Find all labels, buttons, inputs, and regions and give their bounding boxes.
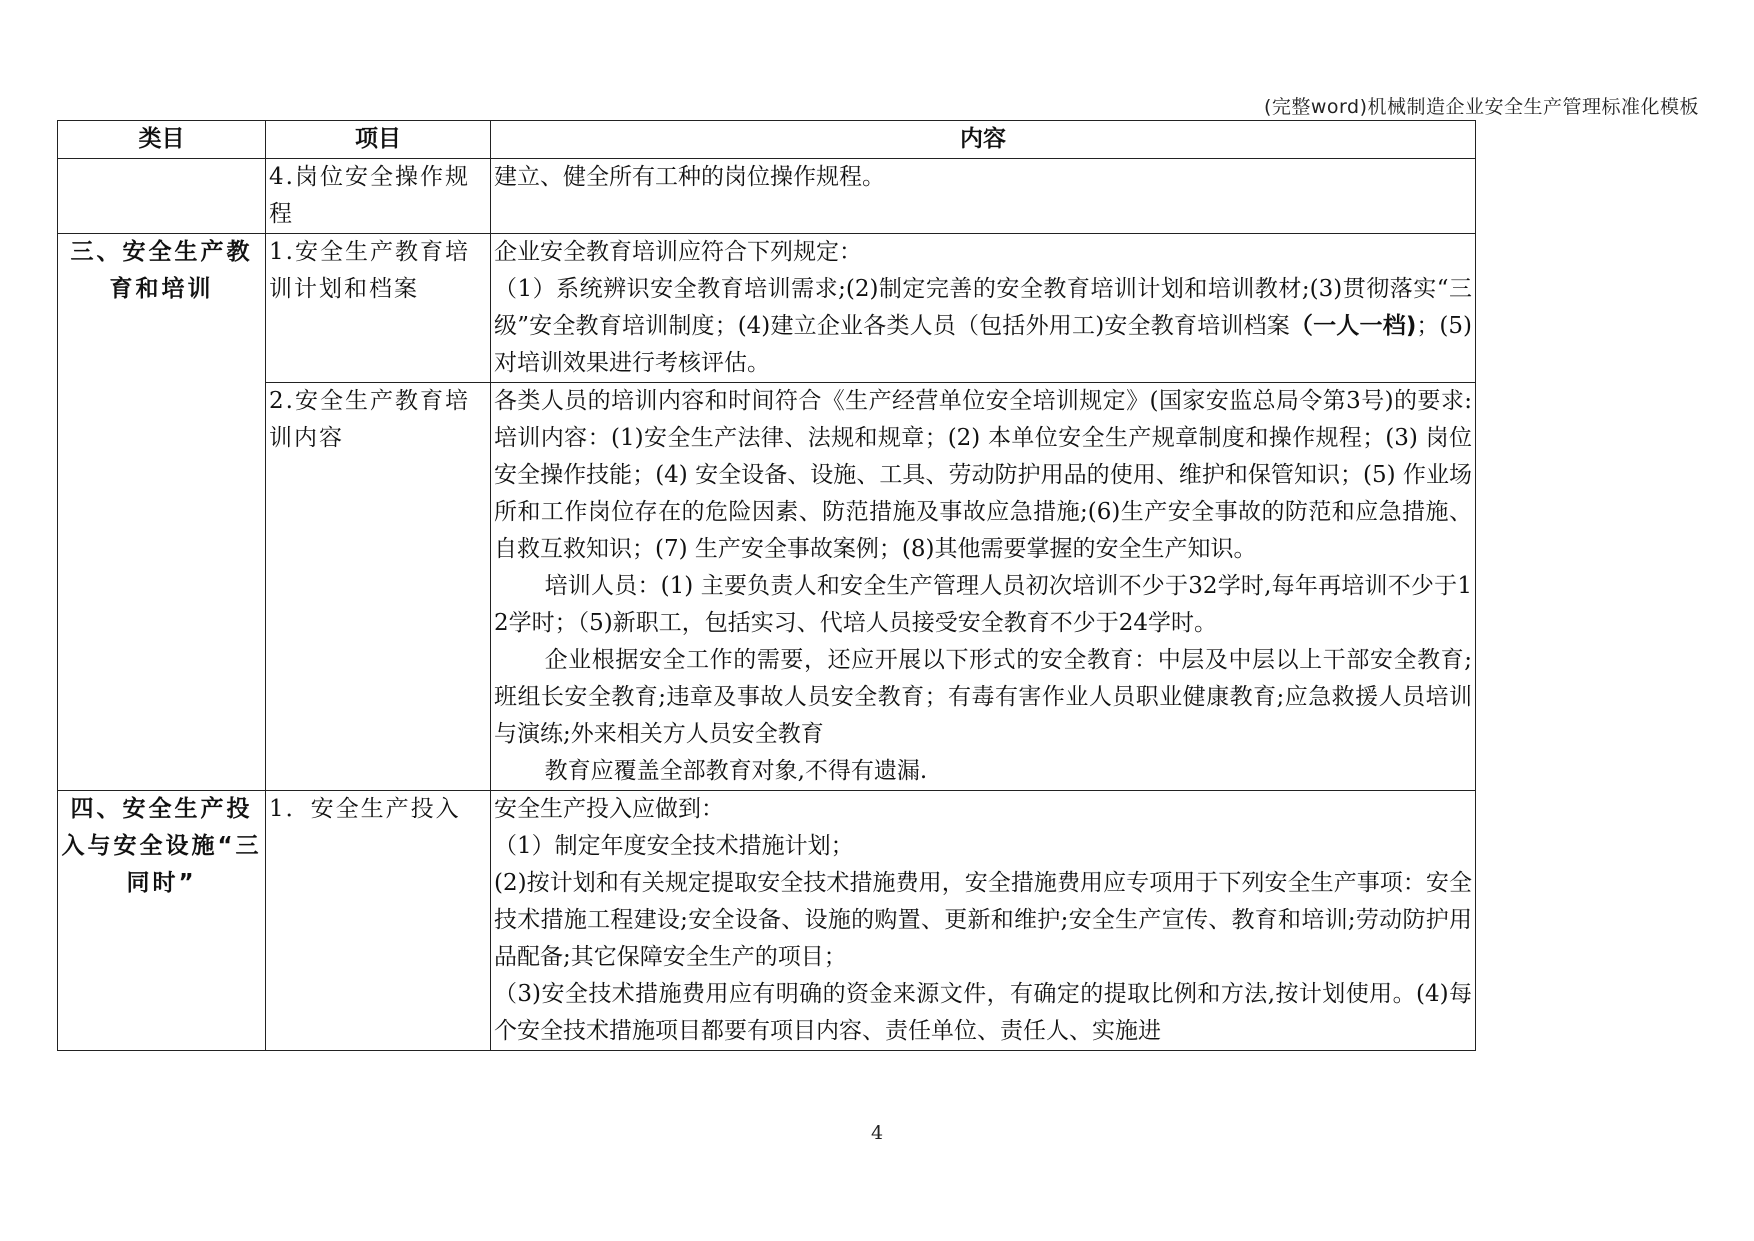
running-header: (完整word)机械制造企业安全生产管理标准化模板 — [1263, 96, 1699, 118]
content-cell — [491, 383, 1476, 791]
category-cell: 三、安全生产教育和培训 — [58, 234, 266, 791]
category-cell: 四、安全生产投入与安全设施“三同时” — [58, 791, 266, 1051]
standards-table — [57, 120, 1476, 1051]
table-row — [58, 159, 1476, 234]
item-cell: 1．安全生产投入 — [266, 791, 491, 1051]
column-header-content: 内容 — [491, 121, 1476, 159]
content-bold-span: （一人一档) — [1289, 313, 1417, 339]
content-cell — [491, 159, 1476, 234]
content-paragraph: 各类人员的培训内容和时间符合《生产经营单位安全培训规定》(国家安监总局令第3号)的要求:培训内容：(1)安全生产法律、法规和规章；(2) 本单位安全生产规章制度和操作规程；(3) 岗位安全操作技能；(4) 安全设备、设施、工具、劳动防护用品的使用、维护和保管知识；(5) 作业场所和工作岗位存在的危险因素、防范措施及事故应急措施;(6)生产安全事故的防范和应急措施、自救互救知识；(7) 生产安全事故案例；(8)其他需要掌握的安全生产知识。 — [494, 388, 1472, 562]
content-paragraph: 教育应覆盖全部教育对象,不得有遗漏. — [544, 758, 928, 784]
column-header-category: 类目 — [58, 121, 266, 159]
table-row — [58, 383, 1476, 791]
content-text: 企业安全教育培训应符合下列规定： — [494, 239, 862, 265]
content-cell — [491, 791, 1476, 1051]
content-text: （3)安全技术措施费用应有明确的资金来源文件，有确定的提取比例和方法,按计划使用。(4)每个安全技术措施项目都要有项目内容、责任单位、责任人、实施进 — [494, 981, 1472, 1044]
content-paragraph: 企业根据安全工作的需要，还应开展以下形式的安全教育：中层及中层以上干部安全教育;班组长安全教育;违章及事故人员安全教育；有毒有害作业人员职业健康教育;应急救援人员培训与演练;外来相关方人员安全教育 — [494, 647, 1472, 747]
item-cell: 2.安全生产教育培训内容 — [266, 383, 491, 791]
page-number: 4 — [870, 1122, 884, 1144]
content-paragraph: 培训人员：(1) 主要负责人和安全生产管理人员初次培训不少于32学时,每年再培训不少于12学时；（5)新职工，包括实习、代培人员接受安全教育不少于24学时。 — [494, 573, 1472, 636]
table-row — [58, 234, 1476, 383]
content-span: （1）系统辨识安全教育培训需求;(2)制定完善的安全教育培训计划和培训教材;(3)贯彻落实“三级”安全教育培训制度；(4)建立企业各类人员（包括外用工)安全教育培训档案 — [494, 276, 1472, 339]
column-header-item: 项目 — [266, 121, 491, 159]
content-span: ；(5)对培训效果进行考核评估。 — [494, 313, 1472, 376]
content-text — [494, 271, 1472, 382]
content-text: 安全生产投入应做到： — [494, 796, 724, 822]
item-cell: 1.安全生产教育培训计划和档案 — [266, 234, 491, 383]
content-text: （1）制定年度安全技术措施计划； — [494, 833, 854, 859]
table-header-row — [58, 121, 1476, 159]
item-cell: 4.岗位安全操作规程 — [266, 159, 491, 234]
content-text: 建立、健全所有工种的岗位操作规程。 — [494, 164, 885, 190]
content-text: (2)按计划和有关规定提取安全技术措施费用，安全措施费用应专项用于下列安全生产事项：安全技术措施工程建设;安全设备、设施的购置、更新和维护;安全生产宣传、教育和培训;劳动防护用品配备;其它保障安全生产的项目； — [494, 870, 1472, 970]
content-cell — [491, 234, 1476, 383]
table-row — [58, 791, 1476, 1051]
category-cell — [58, 159, 266, 234]
